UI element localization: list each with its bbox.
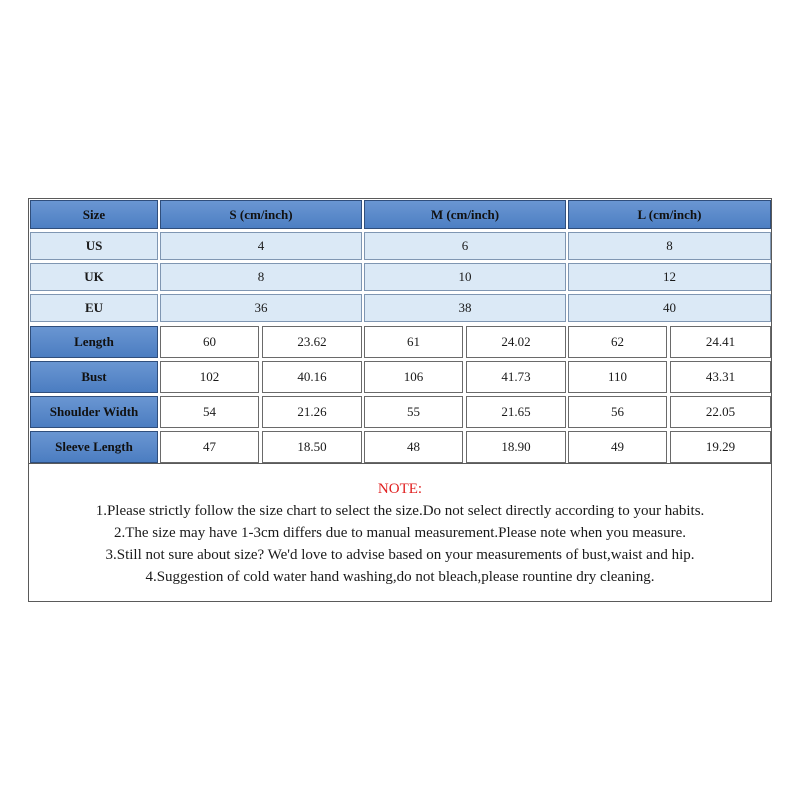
header-l: L (cm/inch) [568, 200, 771, 229]
us-s: 4 [160, 232, 362, 260]
notes-section [29, 463, 771, 601]
sleeve-l-inch: 19.29 [670, 431, 771, 463]
row-label-uk: UK [30, 263, 158, 291]
length-m-inch: 24.02 [466, 326, 566, 358]
bust-m-inch: 41.73 [466, 361, 566, 393]
header-s: S (cm/inch) [160, 200, 362, 229]
us-m: 6 [364, 232, 566, 260]
eu-s: 36 [160, 294, 362, 322]
uk-s: 8 [160, 263, 362, 291]
row-label-shoulder-width: Shoulder Width [30, 396, 158, 428]
row-label-bust: Bust [30, 361, 158, 393]
header-m: M (cm/inch) [364, 200, 566, 229]
shoulder-l-cm: 56 [568, 396, 667, 428]
length-l-inch: 24.41 [670, 326, 771, 358]
uk-m: 10 [364, 263, 566, 291]
row-label-sleeve-length: Sleeve Length [30, 431, 158, 463]
sleeve-m-cm: 48 [364, 431, 463, 463]
shoulder-s-cm: 54 [160, 396, 259, 428]
sleeve-m-inch: 18.90 [466, 431, 566, 463]
shoulder-s-inch: 21.26 [262, 396, 362, 428]
us-l: 8 [568, 232, 771, 260]
length-l-cm: 62 [568, 326, 667, 358]
bust-l-inch: 43.31 [670, 361, 771, 393]
length-m-cm: 61 [364, 326, 463, 358]
shoulder-l-inch: 22.05 [670, 396, 771, 428]
row-label-us: US [30, 232, 158, 260]
length-s-cm: 60 [160, 326, 259, 358]
shoulder-m-cm: 55 [364, 396, 463, 428]
uk-l: 12 [568, 263, 771, 291]
eu-l: 40 [568, 294, 771, 322]
row-label-eu: EU [30, 294, 158, 322]
bust-l-cm: 110 [568, 361, 667, 393]
bust-m-cm: 106 [364, 361, 463, 393]
note-title: NOTE: [377, 481, 423, 497]
note-line-3: 3.Still not sure about size? We'd love to advise based on your measurements of bust,waist and hip. [105, 547, 695, 563]
sleeve-s-inch: 18.50 [262, 431, 362, 463]
note-line-1: 1.Please strictly follow the size chart to select the size.Do not select directly according to your habits. [95, 503, 705, 519]
size-chart [28, 198, 772, 602]
eu-m: 38 [364, 294, 566, 322]
sleeve-l-cm: 49 [568, 431, 667, 463]
row-label-length: Length [30, 326, 158, 358]
shoulder-m-inch: 21.65 [466, 396, 566, 428]
bust-s-cm: 102 [160, 361, 259, 393]
note-line-4: 4.Suggestion of cold water hand washing,do not bleach,please rountine dry cleaning. [145, 569, 655, 585]
header-size: Size [30, 200, 158, 229]
length-s-inch: 23.62 [262, 326, 362, 358]
bust-s-inch: 40.16 [262, 361, 362, 393]
note-line-2: 2.The size may have 1-3cm differs due to manual measurement.Please note when you measure. [113, 525, 687, 541]
sleeve-s-cm: 47 [160, 431, 259, 463]
